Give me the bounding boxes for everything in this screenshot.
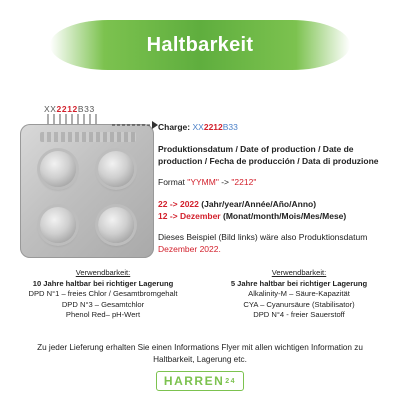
title-banner bbox=[50, 20, 350, 70]
year-line bbox=[158, 198, 346, 210]
harren24-logo bbox=[156, 370, 248, 392]
code-prefix: XX bbox=[44, 104, 57, 114]
list-item: Alkalinity-M – Säure-Kapazität bbox=[248, 289, 350, 298]
usability-left bbox=[8, 268, 198, 321]
tablet bbox=[98, 207, 134, 243]
format-example: "2212" bbox=[231, 177, 257, 187]
logo-text: HARREN bbox=[163, 374, 225, 388]
logo-box bbox=[156, 371, 244, 391]
list-item: DPD N°1 – freies Chlor / Gesamtbromgehalt bbox=[28, 289, 178, 298]
month-code: 12 -> Dezember bbox=[158, 211, 221, 221]
tablet bbox=[40, 207, 76, 243]
year-unit: (Jahr/year/Année/Año/Anno) bbox=[201, 199, 317, 209]
month-unit: (Monat/month/Mois/Mes/Mese) bbox=[222, 211, 347, 221]
list-item: DPD N°4 - freier Sauerstoff bbox=[253, 310, 345, 319]
charge-prefix: XX bbox=[192, 122, 204, 132]
list-item: CYA – Cyanursäure (Stabilisator) bbox=[243, 299, 355, 309]
logo-sup: 24 bbox=[225, 377, 237, 385]
charge-label: Charge: bbox=[158, 122, 191, 132]
footer-note: Zu jeder Lieferung erhalten Sie einen Informations Flyer mit allen wichtigen Information zu Haltbarkeit, Lagerung etc. bbox=[37, 343, 363, 364]
blister-pack-image bbox=[20, 124, 154, 258]
page-title: Haltbarkeit bbox=[146, 33, 254, 56]
production-heading: Produktionsdatum / Date of production / Date de production / Fecha de producción / Data di produzione bbox=[158, 144, 379, 166]
example-date: Dezember 2022. bbox=[158, 244, 221, 254]
format-label: Format bbox=[158, 177, 185, 187]
usability-title: Verwendbarkeit: bbox=[75, 268, 131, 277]
code-suffix: B33 bbox=[77, 104, 95, 114]
dashed-arrow-icon bbox=[112, 119, 158, 131]
tablet bbox=[98, 151, 134, 187]
charge-suffix: B33 bbox=[222, 122, 238, 132]
charge-line bbox=[158, 122, 238, 132]
shelf-life: 5 Jahre haltbar bei richtiger Lagerung bbox=[230, 278, 368, 288]
list-item: Phenol Red– pH-Wert bbox=[65, 310, 141, 319]
embossed-code bbox=[40, 132, 136, 142]
example-sentence: Dieses Beispiel (Bild links) wäre also Produktionsdatum bbox=[158, 232, 368, 242]
usability-title: Verwendbarkeit: bbox=[271, 268, 327, 277]
usability-right bbox=[204, 268, 394, 321]
format-line bbox=[158, 177, 256, 187]
code-highlight: 2212 bbox=[56, 104, 78, 114]
month-line bbox=[158, 210, 346, 222]
shelf-life: 10 Jahre haltbar bei richtiger Lagerung bbox=[32, 278, 174, 288]
year-code: 22 -> 2022 bbox=[158, 199, 199, 209]
format-value: "YYMM" bbox=[187, 177, 219, 187]
date-explanation bbox=[158, 198, 346, 222]
example-text bbox=[158, 231, 388, 255]
tablet bbox=[40, 151, 76, 187]
list-item: DPD N°3 – Gesamtchlor bbox=[61, 299, 145, 309]
charge-highlight: 2212 bbox=[203, 122, 223, 132]
batch-code-label bbox=[44, 104, 95, 114]
format-arrow: -> bbox=[221, 177, 230, 187]
